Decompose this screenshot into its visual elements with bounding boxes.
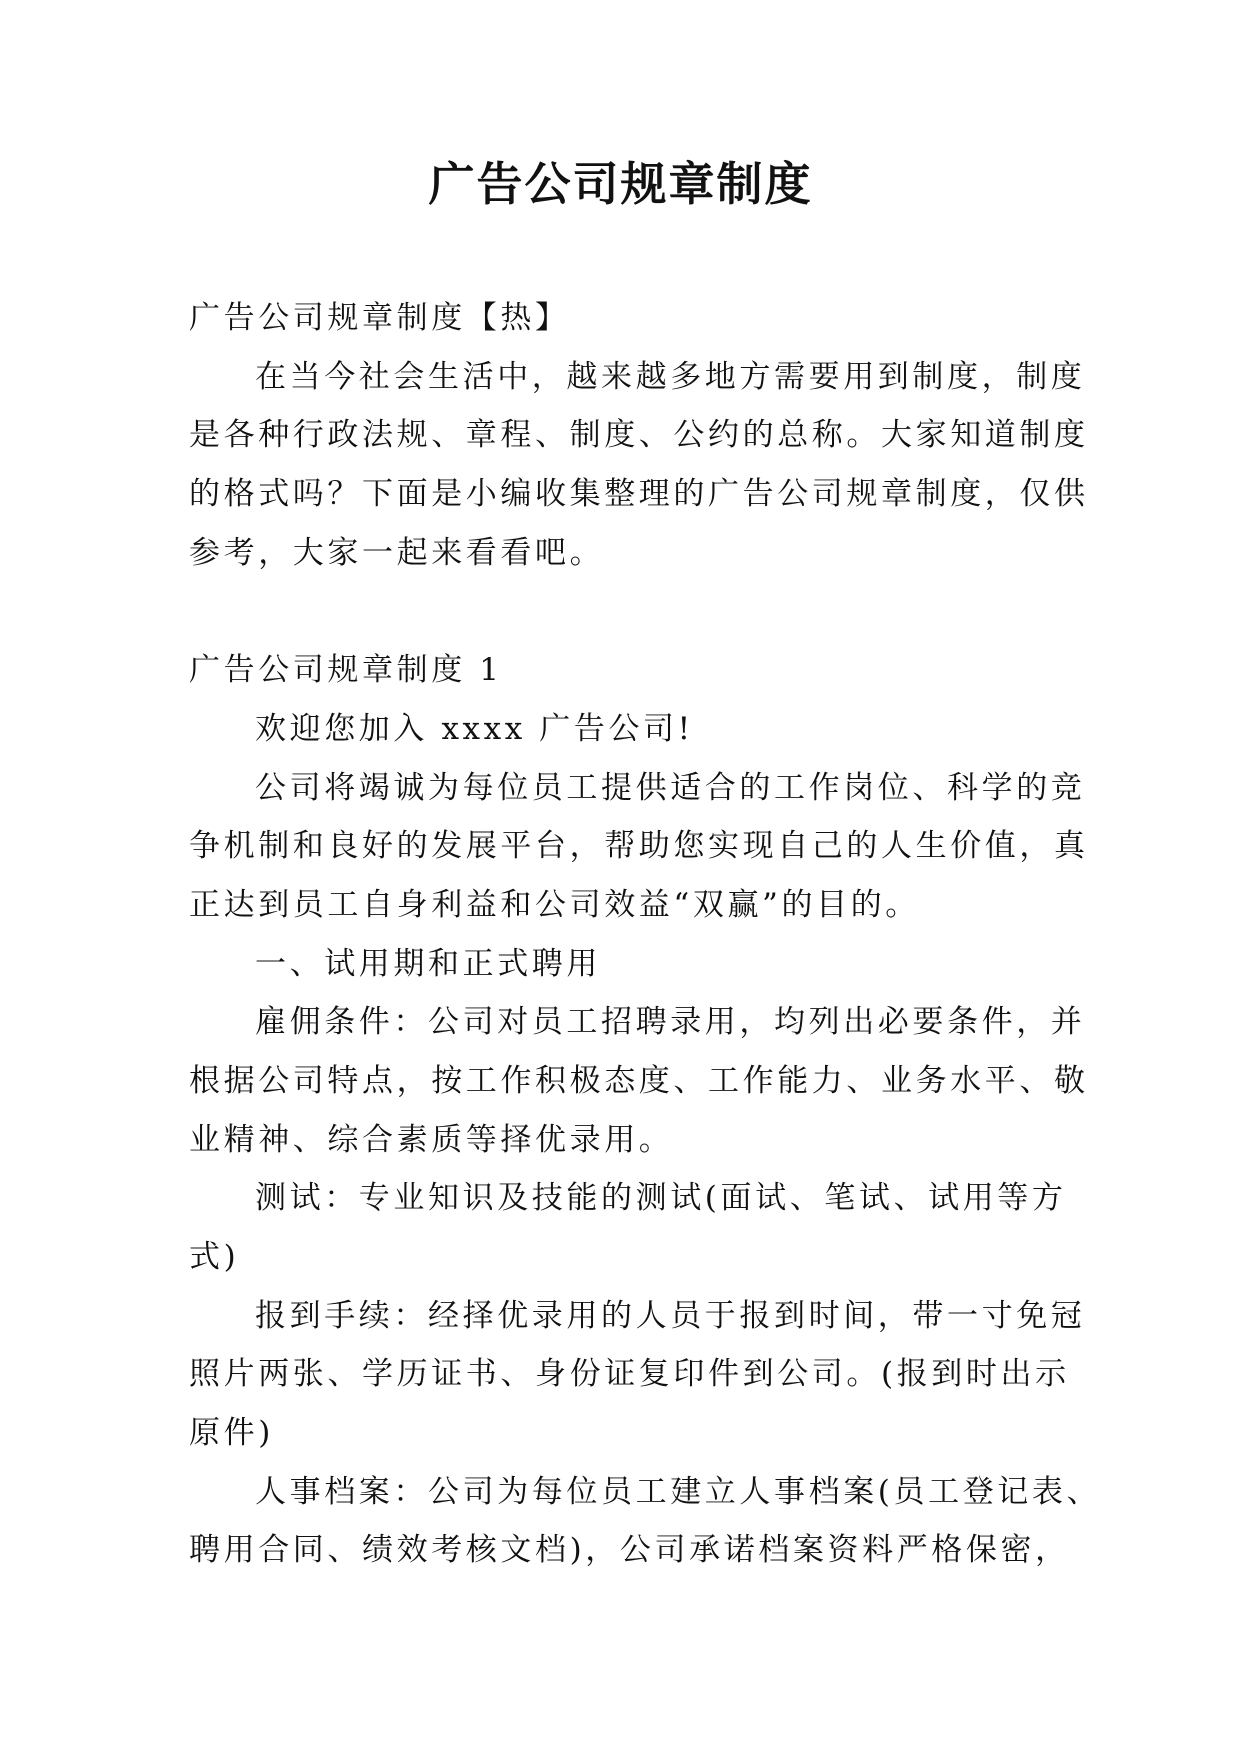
paragraph-line: 报到手续：经择优录用的人员于报到时间，带一寸免冠: [255, 1297, 1086, 1334]
paragraph-line: 是各种行政法规、章程、制度、公约的总称。大家知道制度: [189, 417, 1089, 454]
subsection-heading: 一、试用期和正式聘用: [255, 945, 601, 982]
paragraph-line: 照片两张、学历证书、身份证复印件到公司。(报到时出示: [189, 1356, 1070, 1393]
paragraph-spacer: [189, 582, 1051, 641]
paragraph-line: 根据公司特点，按工作积极态度、工作能力、业务水平、敬: [189, 1062, 1089, 1099]
section-heading-1: 广告公司规章制度 1: [189, 652, 503, 689]
paragraph-line: 争机制和良好的发展平台，帮助您实现自己的人生价值，真: [189, 828, 1089, 865]
paragraph-line: 聘用合同、绩效考核文档)，公司承诺档案资料严格保密，: [189, 1532, 1070, 1569]
paragraph-line: 雇佣条件：公司对员工招聘录用，均列出必要条件，并: [255, 1004, 1086, 1041]
paragraph-line: 正达到员工自身利益和公司效益“双赢”的目的。: [189, 886, 920, 923]
paragraph-line: 人事档案：公司为每位员工建立人事档案(员工登记表、: [255, 1473, 1102, 1510]
paragraph-line: 业精神、综合素质等择优录用。: [189, 1121, 674, 1158]
section-heading-intro: 广告公司规章制度【热】: [189, 300, 570, 336]
paragraph-line: 的格式吗？下面是小编收集整理的广告公司规章制度，仅供: [189, 476, 1089, 513]
paragraph-line: 欢迎您加入 xxxx 广告公司!: [255, 710, 694, 747]
paragraph-line: 参考，大家一起来看看吧。: [189, 534, 605, 571]
document-title: 广告公司规章制度: [428, 157, 813, 211]
paragraph-line: 公司将竭诚为每位员工提供适合的工作岗位、科学的竞: [255, 769, 1086, 806]
paragraph-line: 在当今社会生活中，越来越多地方需要用到制度，制度: [255, 358, 1086, 395]
paragraph-line: 式): [189, 1239, 240, 1275]
document-body: [189, 289, 1102, 1580]
paragraph-line: 测试：专业知识及技能的测试(面试、笔试、试用等方: [255, 1180, 1067, 1217]
paragraph-line: 原件): [189, 1415, 274, 1452]
